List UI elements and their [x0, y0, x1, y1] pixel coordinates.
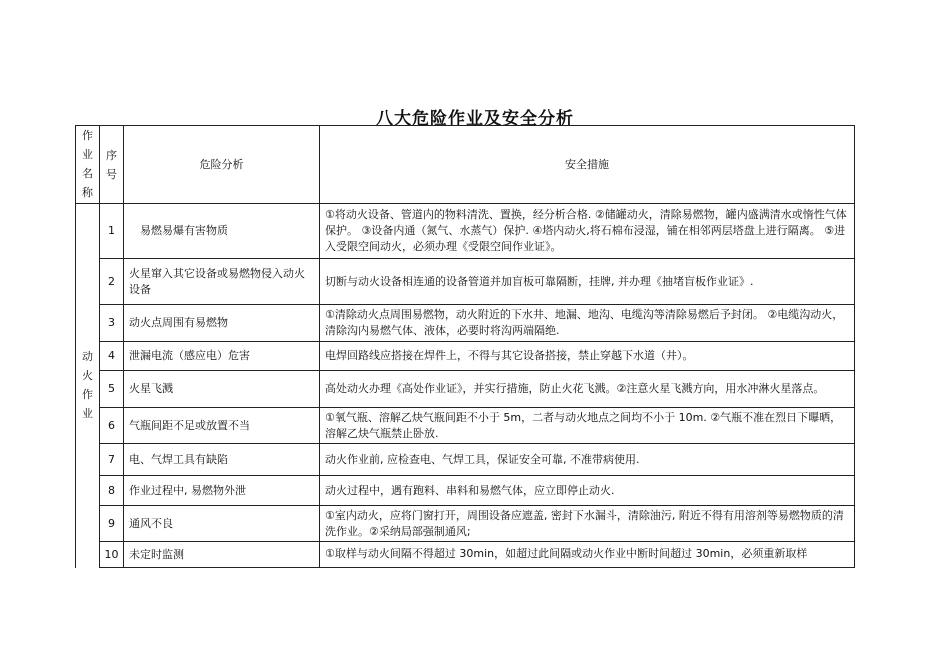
header-number: 序号 [100, 126, 124, 204]
header-hazard: 危险分析 [124, 126, 320, 204]
table-row [76, 342, 855, 371]
table-header-row [76, 126, 855, 204]
table-row [76, 444, 855, 476]
table-row [76, 204, 855, 259]
table-row [76, 305, 855, 342]
row-number: 6 [100, 408, 124, 444]
header-measures: 安全措施 [320, 126, 855, 204]
measure-cell: ①将动火设备、管道内的物料清洗、置换，经分析合格. ②储罐动火，清除易燃物，罐内盛满清水或惰性气体保护。 ③设备内通（氮气、水蒸气）保护. ④塔内动火,将石棉布浸湿，铺在相邻两层塔盘上进行隔离。 ⑤进入受限空间动火，必须办理《受限空间作业证》。 [320, 204, 855, 259]
measure-cell: 切断与动火设备相连通的设备管道并加盲板可靠隔断，挂牌, 并办理《抽堵盲板作业证》. [320, 259, 855, 305]
hazard-cell: 易燃易爆有害物质 [124, 204, 320, 259]
category-cell: 动火作业 [76, 204, 100, 568]
hazard-cell: 气瓶间距不足或放置不当 [124, 408, 320, 444]
row-number: 4 [100, 342, 124, 371]
row-number: 5 [100, 371, 124, 408]
row-number: 9 [100, 506, 124, 542]
measure-cell: ①清除动火点周围易燃物，动火附近的下水井、地漏、地沟、电缆沟等清除易燃后予封闭。 ②电缆沟动火，清除沟内易燃气体、液体，必要时将沟两端隔绝. [320, 305, 855, 342]
measure-cell: 高处动火办理《高处作业证》，并实行措施，防止火花飞溅。②注意火星飞溅方向，用水冲淋火星落点。 [320, 371, 855, 408]
hazard-cell: 通风不良 [124, 506, 320, 542]
hazard-cell: 作业过程中, 易燃物外泄 [124, 476, 320, 506]
measure-cell: 动火作业前, 应检查电、气焊工具，保证安全可靠, 不准带病使用. [320, 444, 855, 476]
table-row [76, 259, 855, 305]
hazard-cell: 未定时监测 [124, 542, 320, 568]
header-category: 作业名称 [76, 126, 100, 204]
hazard-cell: 泄漏电流（感应电）危害 [124, 342, 320, 371]
table-row [76, 542, 855, 568]
row-number: 8 [100, 476, 124, 506]
table-row [76, 506, 855, 542]
table-row [76, 476, 855, 506]
row-number: 1 [100, 204, 124, 259]
hazard-cell: 电、气焊工具有缺陷 [124, 444, 320, 476]
measure-cell: 动火过程中，遇有跑料、串料和易燃气体，应立即停止动火. [320, 476, 855, 506]
table-row [76, 408, 855, 444]
hazard-analysis-table [75, 125, 855, 568]
hazard-cell: 火星窜入其它设备或易燃物侵入动火设备 [124, 259, 320, 305]
measure-cell: ①室内动火，应将门窗打开，周围设备应遮盖, 密封下水漏斗，清除油污, 附近不得有用溶剂等易燃物质的清洗作业。②采纳局部强制通风; [320, 506, 855, 542]
hazard-cell: 动火点周围有易燃物 [124, 305, 320, 342]
measure-cell: ①取样与动火间隔不得超过 30min，如超过此间隔或动火作业中断时间超过 30min，必须重新取样 [320, 542, 855, 568]
row-number: 2 [100, 259, 124, 305]
table-row [76, 371, 855, 408]
row-number: 3 [100, 305, 124, 342]
row-number: 7 [100, 444, 124, 476]
measure-cell: 电焊回路线应搭接在焊件上，不得与其它设备搭接，禁止穿越下水道（井）。 [320, 342, 855, 371]
hazard-cell: 火星飞溅 [124, 371, 320, 408]
document-title: 八大危险作业及安全分析 [376, 109, 574, 129]
measure-cell: ①氧气瓶、溶解乙炔气瓶间距不小于 5m，二者与动火地点之间均不小于 10m. ②气瓶不准在烈日下曝晒，溶解乙炔气瓶禁止卧放. [320, 408, 855, 444]
row-number: 10 [100, 542, 124, 568]
